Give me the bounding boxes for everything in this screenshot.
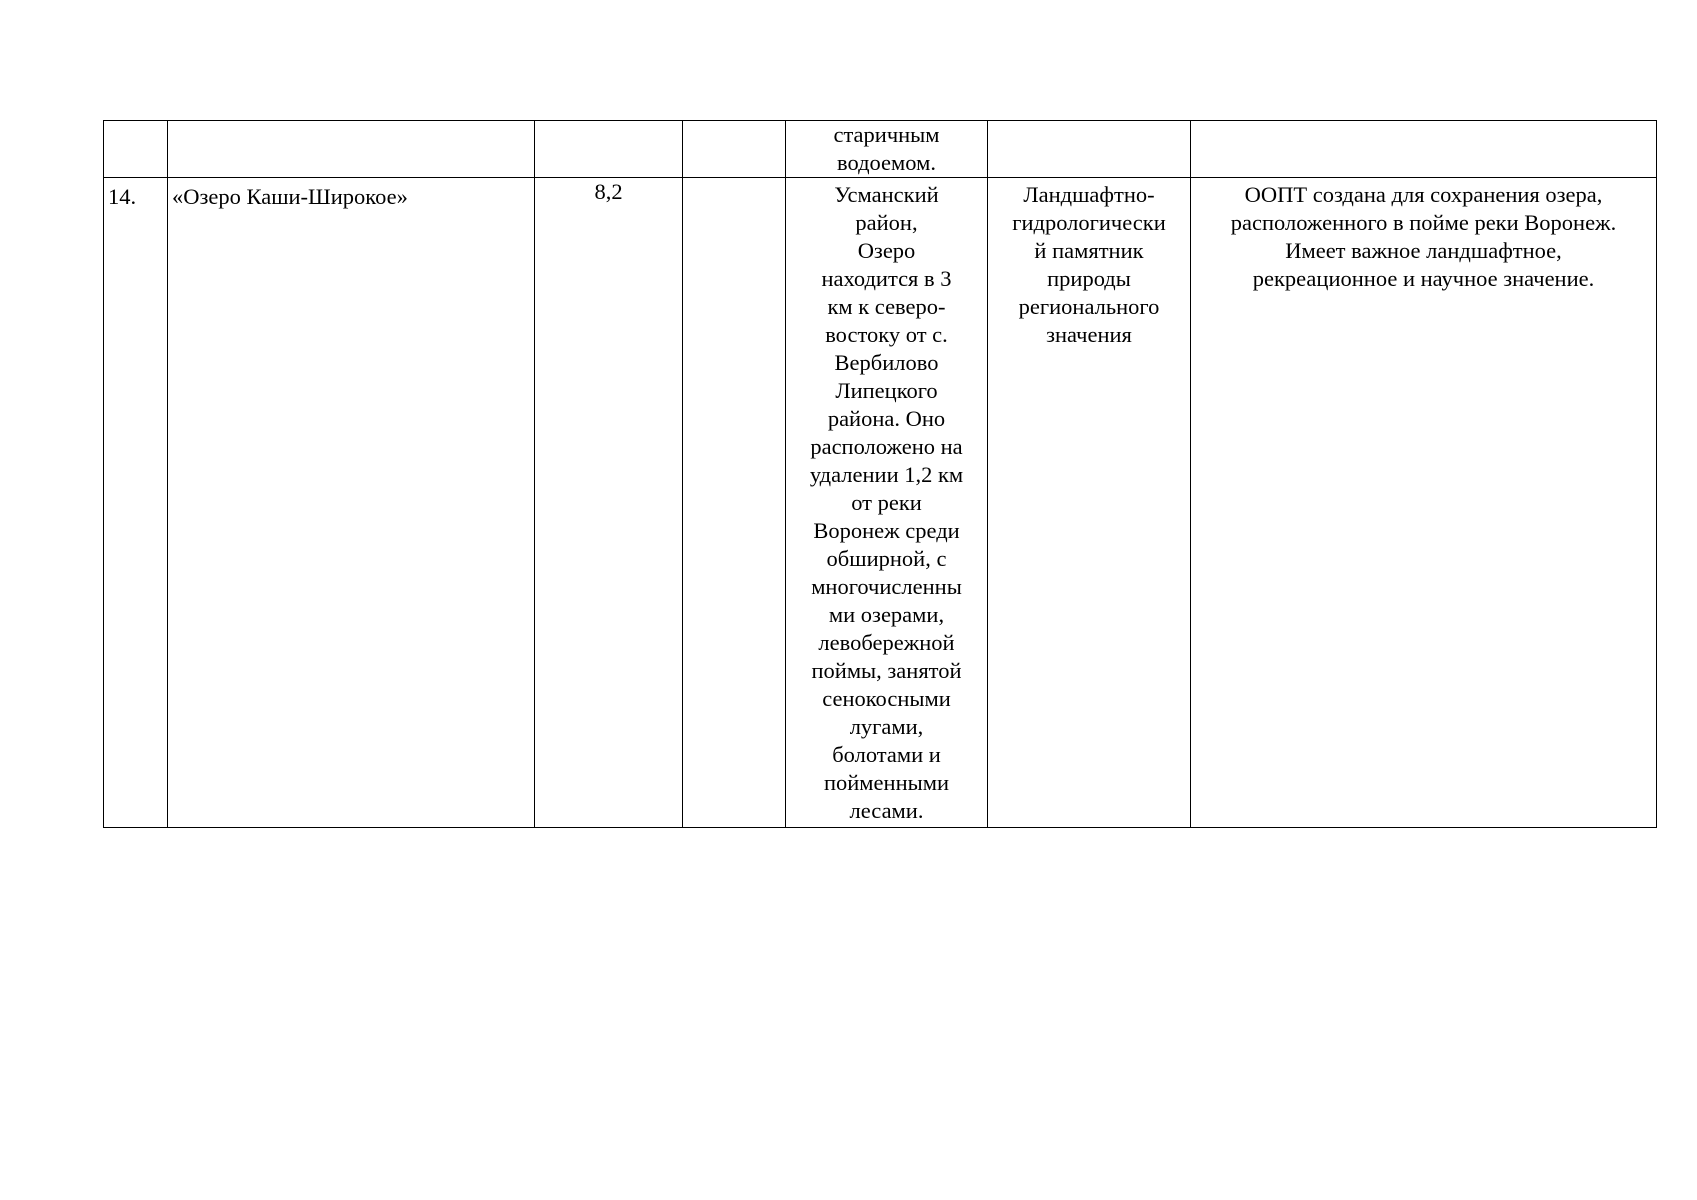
cell-location: старичным водоемом. xyxy=(786,121,988,178)
cell-name xyxy=(168,121,535,178)
cell-empty xyxy=(683,178,786,828)
cell-location: Усманский район, Озеро находится в 3 км к северо- востоку от с. Вербилово Липецкого района. Оно расположено на удалении 1,2 км от реки Воронеж среди обширной, с многочисленны ми озерами, левобережной поймы, занятой сенокосными лугами, болотами и пойменными лесами. xyxy=(786,178,988,828)
cell-number: 14. xyxy=(104,178,168,828)
cell-category: Ландшафтно- гидрологически й памятник природы регионального значения xyxy=(988,178,1191,828)
cell-name: «Озеро Каши-Широкое» xyxy=(168,178,535,828)
cell-description: ООПТ создана для сохранения озера, расположенного в пойме реки Воронеж. Имеет важное ландшафтное, рекреационное и научное значение. xyxy=(1191,178,1657,828)
cell-number xyxy=(104,121,168,178)
cell-area xyxy=(535,121,683,178)
table-row-continuation xyxy=(104,121,1657,178)
cell-category xyxy=(988,121,1191,178)
cell-description xyxy=(1191,121,1657,178)
protected-areas-table xyxy=(103,120,1657,828)
table-row-14 xyxy=(104,178,1657,828)
cell-area: 8,2 xyxy=(535,178,683,828)
cell-empty xyxy=(683,121,786,178)
